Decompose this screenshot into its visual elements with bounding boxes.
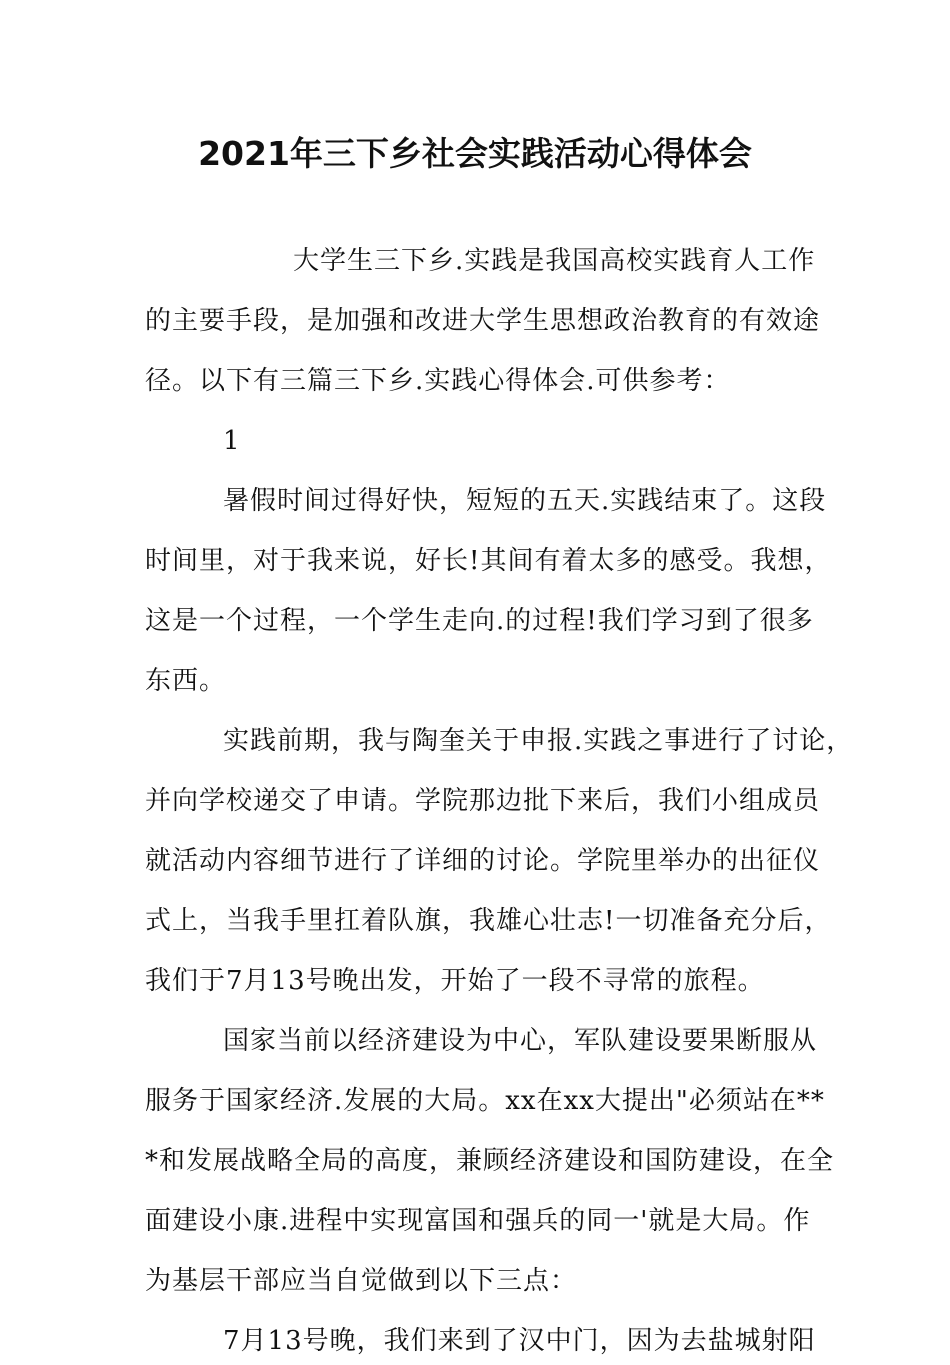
- paragraph-line: 国家当前以经济建设为中心，军队建设要果断服从: [223, 1026, 818, 1056]
- paragraph-line: 就活动内容细节进行了详细的讨论。学院里举办的出征仪: [145, 846, 821, 876]
- paragraph-line: 并向学校递交了申请。学院那边批下来后，我们小组成员: [145, 786, 821, 816]
- paragraph-line: 径。以下有三篇三下乡.实践心得体会.可供参考：: [145, 366, 731, 396]
- document-body: [145, 237, 854, 1365]
- paragraph-line: 大学生三下乡.实践是我国高校实践育人工作: [293, 246, 816, 276]
- paragraph-line: 实践前期，我与陶奎关于申报.实践之事进行了讨论，: [223, 726, 854, 756]
- paragraph-line: 时间里，对于我来说，好长!其间有着太多的感受。我想，: [145, 546, 832, 576]
- paragraph-line: 服务于国家经济.发展的大局。xx在xx大提出"必须站在**: [145, 1086, 825, 1116]
- paragraph-line: 的主要手段，是加强和改进大学生思想政治教育的有效途: [145, 306, 821, 336]
- paragraph-line: 面建设小康.进程中实现富国和强兵的同一'就是大局。作: [145, 1206, 811, 1236]
- paragraph-line: 为基层干部应当自觉做到以下三点：: [145, 1266, 578, 1296]
- paragraph-line: 暑假时间过得好快，短短的五天.实践结束了。这段: [223, 486, 827, 516]
- paragraph-line: 我们于7月13号晚出发，开始了一段不寻常的旅程。: [145, 966, 765, 996]
- paragraph-line: 式上，当我手里扛着队旗，我雄心壮志!一切准备充分后，: [145, 906, 832, 936]
- section-number: 1: [223, 426, 241, 456]
- paragraph-line: 这是一个过程，一个学生走向.的过程!我们学习到了很多: [145, 606, 814, 636]
- paragraph-line: *和发展战略全局的高度，兼顾经济建设和国防建设，在全: [145, 1146, 835, 1176]
- paragraph-line: 东西。: [145, 666, 227, 696]
- document-title: 2021年三下乡社会实践活动心得体会: [198, 134, 752, 173]
- paragraph-line: 7月13号晚，我们来到了汉中门，因为去盐城射阳: [223, 1326, 816, 1356]
